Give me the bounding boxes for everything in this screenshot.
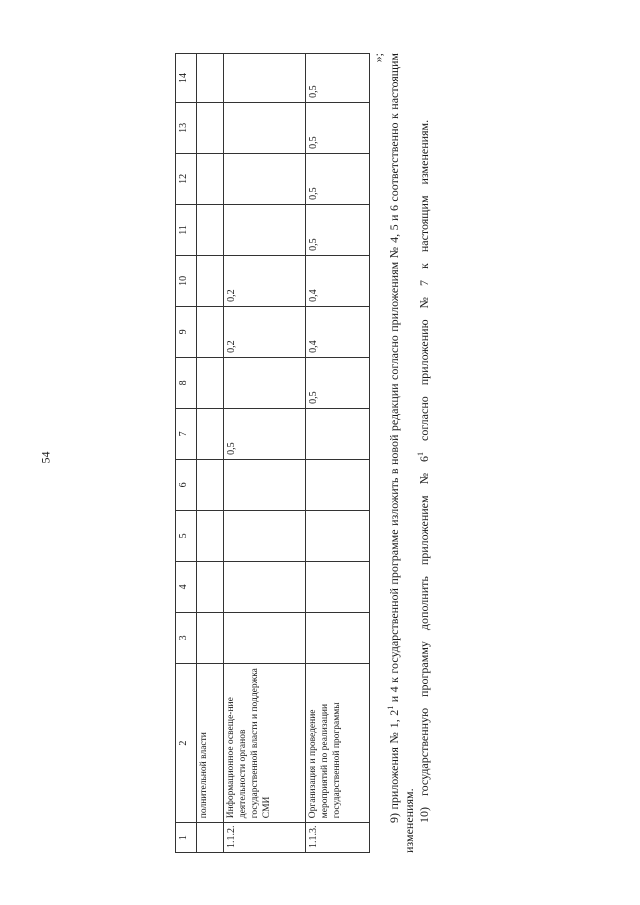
header-cell: 7 — [176, 408, 197, 459]
paragraph-10-text-b: согласно приложению № 7 к настоящим изменениям. — [417, 119, 431, 452]
paragraph-10 — [417, 53, 432, 853]
rotated-landscape-content — [175, 53, 465, 853]
table-cell — [197, 255, 224, 306]
header-cell: 3 — [176, 612, 197, 663]
header-cell: 9 — [176, 306, 197, 357]
table-cell — [197, 408, 224, 459]
table-cell: 0,5 — [306, 153, 370, 204]
header-cell: 8 — [176, 357, 197, 408]
table-cell — [197, 306, 224, 357]
paragraph-9 — [387, 53, 417, 853]
table-cell — [306, 612, 370, 663]
row-number — [197, 822, 224, 852]
table-cell — [306, 459, 370, 510]
table-row — [306, 53, 370, 852]
table-cell: 0,4 — [306, 255, 370, 306]
page-number: 54 — [38, 451, 53, 464]
table-cell — [224, 204, 306, 255]
header-cell: 11 — [176, 204, 197, 255]
table-cell: 0,5 — [224, 408, 306, 459]
table-cell — [197, 612, 224, 663]
header-cell: 13 — [176, 102, 197, 153]
table-cell — [224, 561, 306, 612]
paragraph-9-text-a: 9) приложения № 1, 2 — [387, 709, 401, 823]
table-cell — [197, 561, 224, 612]
table-cell — [197, 357, 224, 408]
header-cell: 10 — [176, 255, 197, 306]
closing-quote: »; — [371, 52, 385, 62]
table-cell — [224, 612, 306, 663]
header-cell: 5 — [176, 510, 197, 561]
paragraph-10-text-a: 10) государственную программу дополнить приложением № 6 — [417, 455, 431, 823]
table-cell — [197, 53, 224, 102]
superscript: 1 — [416, 451, 425, 456]
row-number: 1.1.3. — [306, 822, 370, 852]
header-cell: 12 — [176, 153, 197, 204]
table-cell — [197, 204, 224, 255]
table-cell — [197, 153, 224, 204]
superscript: 1 — [386, 705, 395, 710]
paragraph-9-text-b: и 4 к государственной программе изложить в новой редакции согласно приложениям № 4, 5 и 6 соответственно к настоящим изменениям. — [387, 52, 416, 853]
table-cell: 0,5 — [306, 204, 370, 255]
table-cell — [197, 510, 224, 561]
table-cell: 0,2 — [224, 255, 306, 306]
table-cell — [224, 102, 306, 153]
program-table — [175, 53, 370, 853]
row-name: Информационное освеще-ние деятельности органов государственной власти и поддержка СМИ — [224, 663, 306, 822]
table-cell — [224, 53, 306, 102]
table-cell — [197, 459, 224, 510]
table-cell — [224, 459, 306, 510]
table-cell — [306, 510, 370, 561]
header-cell: 1 — [176, 822, 197, 852]
table-cell — [224, 357, 306, 408]
table-row — [224, 53, 306, 852]
table-cell: 0,5 — [306, 357, 370, 408]
table-cell: 0,5 — [306, 102, 370, 153]
header-cell: 6 — [176, 459, 197, 510]
table-cell — [306, 408, 370, 459]
table-cell — [197, 102, 224, 153]
table-cell: 0,5 — [306, 53, 370, 102]
table-cell — [224, 153, 306, 204]
header-cell: 14 — [176, 53, 197, 102]
table-cell: 0,4 — [306, 306, 370, 357]
amendment-text — [387, 53, 432, 853]
table-cell — [224, 510, 306, 561]
row-number: 1.1.2. — [224, 822, 306, 852]
table-header-row — [176, 53, 197, 852]
table-row — [197, 53, 224, 852]
header-cell: 2 — [176, 663, 197, 822]
header-cell: 4 — [176, 561, 197, 612]
table-cell: 0,2 — [224, 306, 306, 357]
row-name: Организация и проведение мероприятий по реализации государственной программы — [306, 663, 370, 822]
row-name: полнительной власти — [197, 663, 224, 822]
table-cell — [306, 561, 370, 612]
